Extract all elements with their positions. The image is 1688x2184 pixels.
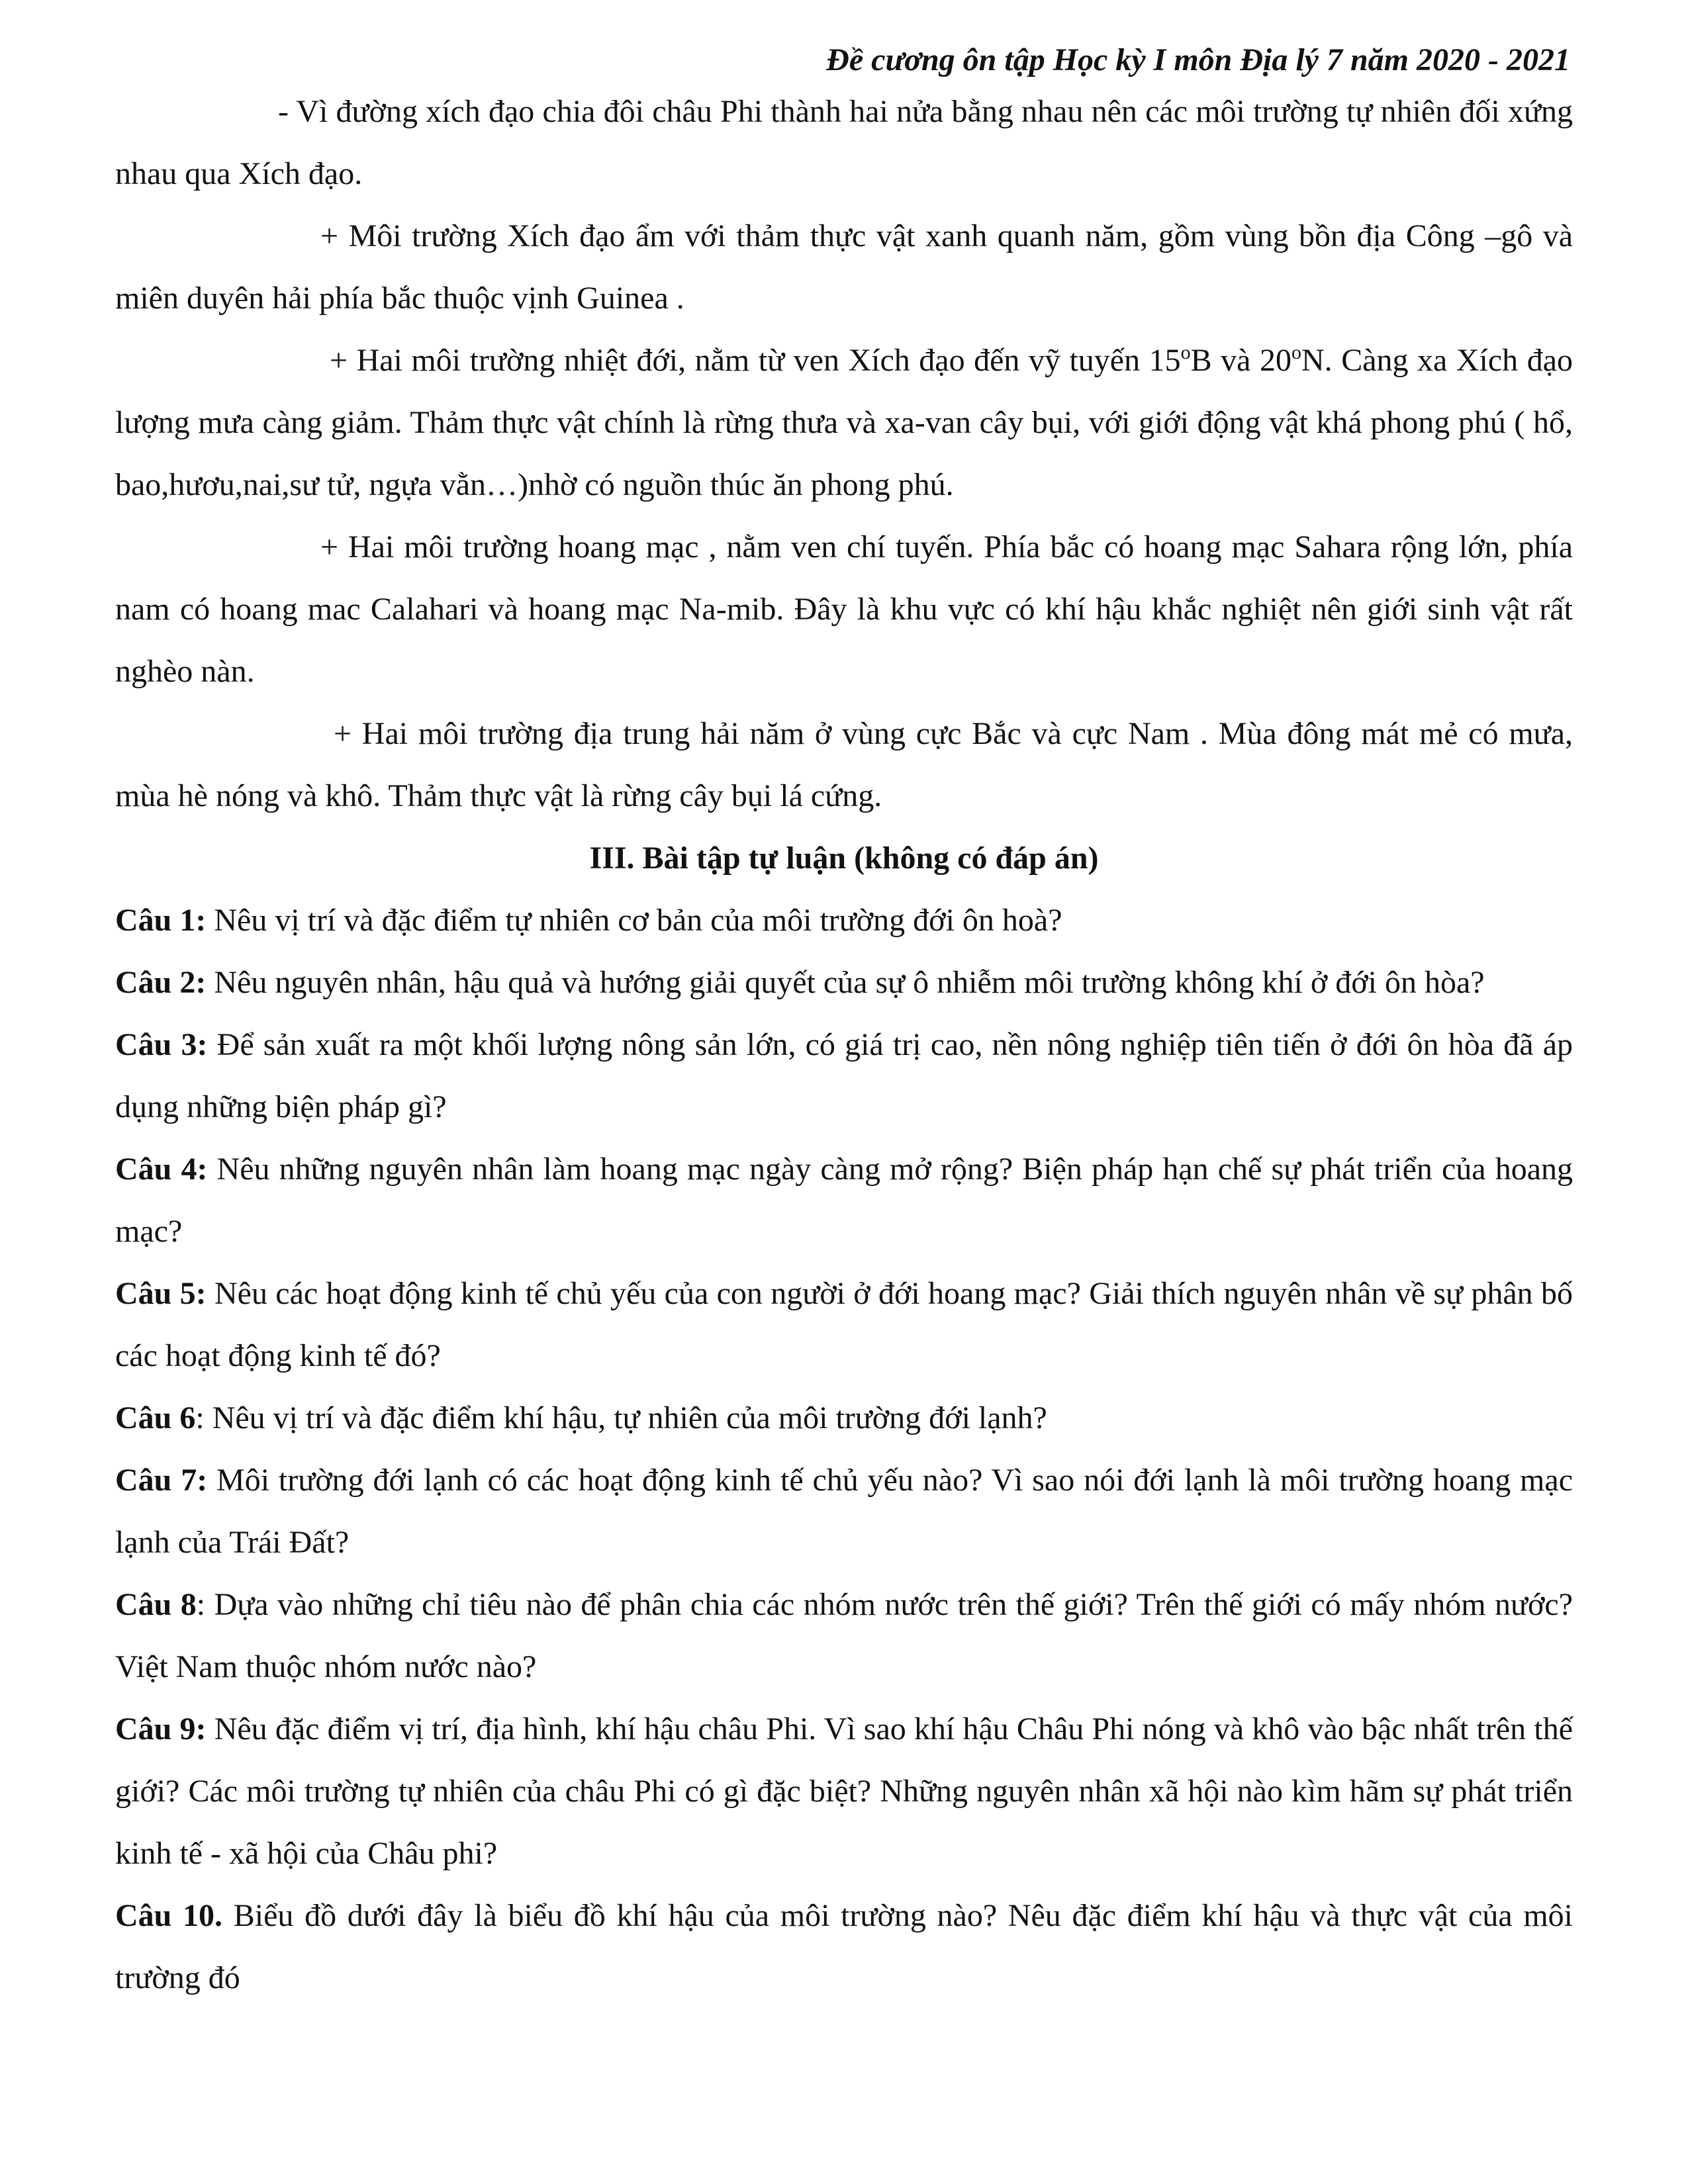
question-label: Câu 10. [115, 1898, 223, 1933]
question-text: Biểu đồ dưới đây là biểu đồ khí hậu của môi trường nào? Nêu đặc điểm khí hậu và thực vật của môi trường đó [115, 1898, 1573, 1995]
paragraph-equatorial-environment: + Môi trường Xích đạo ẩm với thảm thực vật xanh quanh năm, gồm vùng bồn địa Công –gô và miên duyên hải phía bắc thuộc vịnh Guinea . [115, 218, 1573, 316]
question-item [115, 952, 1573, 1014]
paragraph-equator-symmetry: - Vì đường xích đạo chia đôi châu Phi thành hai nửa bằng nhau nên các môi trường tự nhiên đối xứng nhau qua Xích đạo. [115, 94, 1573, 191]
document-body [115, 81, 1573, 2009]
question-text: Nêu các hoạt động kinh tế chủ yếu của con người ở đới hoang mạc? Giải thích nguyên nhân về sự phân bố các hoạt động kinh tế đó? [115, 1276, 1573, 1373]
question-label: Câu 7: [115, 1463, 208, 1498]
question-label: Câu 2: [115, 965, 207, 1000]
question-item [115, 1449, 1573, 1574]
paragraph-tropical-environment [115, 330, 1573, 516]
degree-superscript: o [1291, 341, 1302, 363]
question-text: Nêu vị trí và đặc điểm tự nhiên cơ bản của môi trường đới ôn hoà? [206, 903, 1062, 938]
page-header: Đề cương ôn tập Học kỳ I môn Địa lý 7 năm 2020 - 2021 [826, 42, 1570, 77]
question-item [115, 889, 1573, 952]
question-label: Câu 1: [115, 903, 207, 938]
tropical-text-b: B và 20 [1190, 343, 1292, 378]
paragraph-mediterranean-environment: + Hai môi trường địa trung hải năm ở vùng cực Bắc và cực Nam . Mùa đông mát mẻ có mưa, mùa hè nóng và khô. Thảm thực vật là rừng cây bụi lá cứng. [115, 716, 1573, 813]
question-text: Nêu nguyên nhân, hậu quả và hướng giải quyết của sự ô nhiễm môi trường không khí ở đới ôn hòa? [206, 965, 1485, 1000]
question-text: Nêu đặc điểm vị trí, địa hình, khí hậu châu Phi. Vì sao khí hậu Châu Phi nóng và khô vào bậc nhất trên thế giới? Các môi trường tự nhiên của châu Phi có gì đặc biệt? Những nguyên nhân xã hội nào kìm hãm sự phát triển kinh tế - xã hội của Châu phi? [115, 1711, 1573, 1871]
question-item [115, 1698, 1573, 1885]
question-label: Câu 3: [115, 1027, 208, 1062]
question-item [115, 1885, 1573, 2009]
question-text: Để sản xuất ra một khối lượng nông sản lớn, có giá trị cao, nền nông nghiệp tiên tiến ở đới ôn hòa đã áp dụng những biện pháp gì? [115, 1027, 1573, 1124]
section-title: III. Bài tập tự luận (không có đáp án) [589, 841, 1099, 876]
question-text: : Dựa vào những chỉ tiêu nào để phân chia các nhóm nước trên thế giới? Trên thế giới có mấy nhóm nước? Việt Nam thuộc nhóm nước nào? [115, 1587, 1573, 1684]
question-item [115, 1014, 1573, 1138]
question-text: Nêu những nguyên nhân làm hoang mạc ngày càng mở rộng? Biện pháp hạn chế sự phát triển của hoang mạc? [115, 1152, 1573, 1249]
question-text: : Nêu vị trí và đặc điểm khí hậu, tự nhiên của môi trường đới lạnh? [195, 1400, 1047, 1435]
question-item [115, 1263, 1573, 1387]
question-label: Câu 9: [115, 1711, 207, 1747]
question-label: Câu 4: [115, 1152, 208, 1187]
question-text: Môi trường đới lạnh có các hoạt động kinh tế chủ yếu nào? Vì sao nói đới lạnh là môi trường hoang mạc lạnh của Trái Đất? [115, 1463, 1573, 1560]
tropical-text-a: + Hai môi trường nhiệt đới, nằm từ ven Xích đạo đến vỹ tuyến 15 [330, 343, 1181, 378]
paragraph-desert-environment: + Hai môi trường hoang mạc , nằm ven chí tuyến. Phía bắc có hoang mạc Sahara rộng lớn, phía nam có hoang mac Calahari và hoang mạc Na-mib. Đây là khu vực có khí hậu khắc nghiệt nên giới sinh vật rất nghèo nàn. [115, 529, 1573, 689]
question-item [115, 1574, 1573, 1698]
question-item [115, 1387, 1573, 1449]
question-label: Câu 5: [115, 1276, 207, 1311]
tropical-text-c: N. Càng xa Xích đạo lượng mưa càng giảm. Thảm thực vật chính là rừng thưa và xa-van cây bụi, với giới động vật khá phong phú ( hổ, bao,hươu,nai,sư tử, ngựa vằn…)nhờ có nguồn thúc ăn phong phú. [115, 343, 1573, 502]
question-item [115, 1138, 1573, 1263]
question-label: Câu 6 [115, 1400, 196, 1435]
question-label: Câu 8 [115, 1587, 197, 1622]
degree-superscript: o [1180, 341, 1191, 363]
